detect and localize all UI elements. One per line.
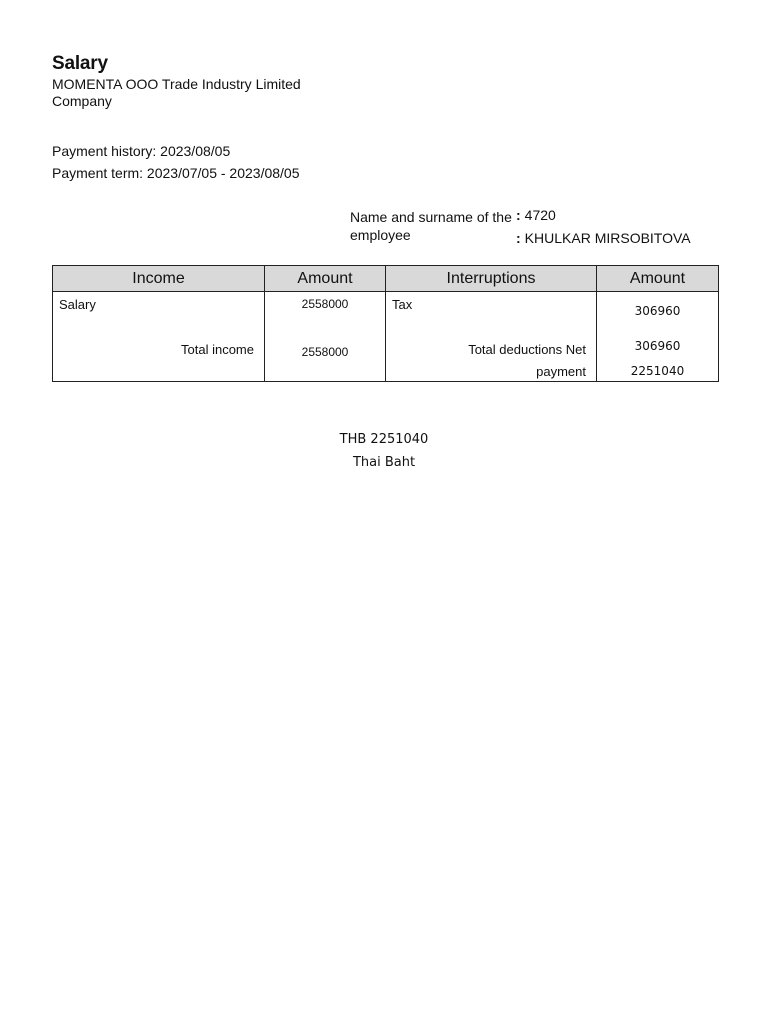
- payment-history-label: Payment history:: [52, 143, 157, 159]
- colon: :: [516, 230, 521, 246]
- deduction-cell: [386, 292, 597, 382]
- company-name: MOMENTA OOO Trade Industry Limited Company: [52, 76, 301, 109]
- net-payment-amount: 2251040: [630, 364, 685, 378]
- employee-id: [516, 207, 556, 223]
- total-income-label: Total income: [181, 342, 254, 357]
- income-amount-cell: [265, 292, 386, 382]
- table-row: [53, 292, 719, 382]
- net-amount-summary: THB 2251040: [339, 432, 429, 447]
- header-deduction-amount: Amount: [597, 266, 719, 292]
- employee-id-value: 4720: [524, 207, 556, 223]
- employee-label: Name and surname of the employee: [350, 209, 512, 243]
- deduction-item: Tax: [392, 297, 413, 312]
- table-header-row: [53, 266, 719, 292]
- net-payment-label: payment: [536, 364, 586, 379]
- deduction-amount-cell: [597, 292, 719, 382]
- payment-term-value: 2023/07/05 - 2023/08/05: [146, 165, 300, 181]
- payment-term-label: Payment term:: [52, 165, 144, 181]
- header-income-amount: Amount: [265, 266, 386, 292]
- income-item: Salary: [59, 297, 96, 312]
- header-income: Income: [53, 266, 265, 292]
- total-deductions-label: Total deductions Net: [468, 342, 586, 357]
- salary-table: [52, 265, 719, 382]
- payment-term: [52, 165, 300, 181]
- total-income-amount: 2558000: [301, 345, 349, 359]
- total-deductions-amount: 306960: [634, 339, 681, 353]
- payment-history: [52, 143, 230, 159]
- income-amount: 2558000: [301, 297, 349, 311]
- income-cell: [53, 292, 265, 382]
- payment-history-value: 2023/08/05: [160, 143, 231, 159]
- deduction-amount: 306960: [634, 304, 681, 318]
- employee-name: [516, 230, 691, 246]
- currency-name: Thai Baht: [352, 455, 416, 470]
- header-interruptions: Interruptions: [386, 266, 597, 292]
- document-title: Salary: [52, 53, 108, 74]
- employee-name-value: KHULKAR MIRSOBITOVA: [524, 230, 691, 246]
- colon: :: [516, 207, 521, 223]
